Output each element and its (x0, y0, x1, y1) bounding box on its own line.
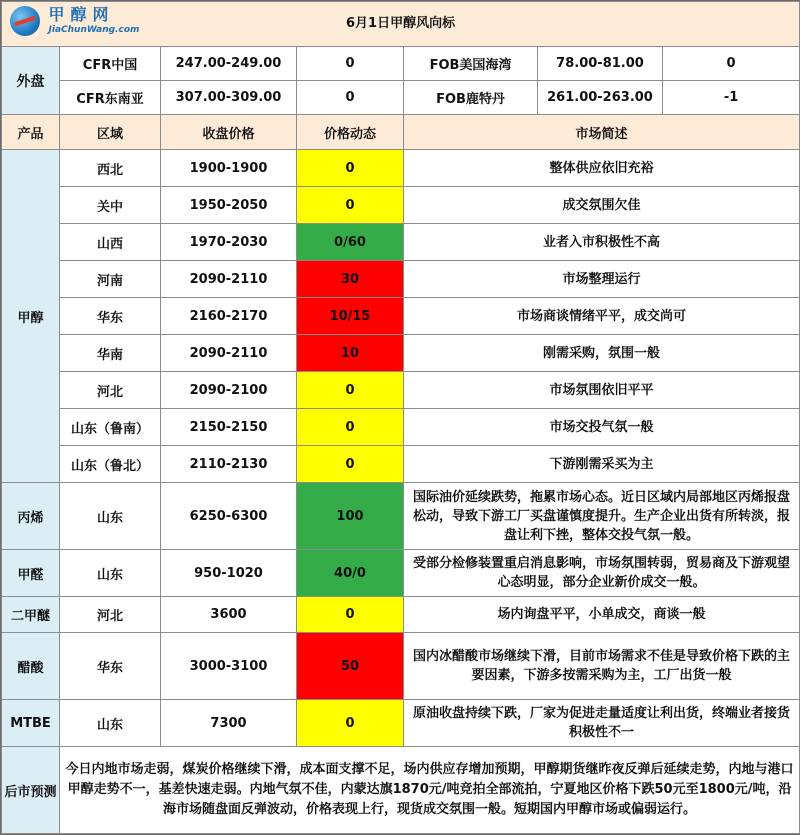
external-left-name: CFR东南亚 (60, 81, 161, 115)
region-cell: 华南 (60, 335, 161, 372)
table-row (2, 261, 800, 298)
change-cell: 0 (297, 700, 404, 747)
table-row (2, 187, 800, 224)
change-cell: 40/0 (297, 550, 404, 597)
summary-cell: 下游刚需采买为主 (404, 446, 800, 483)
page-title: 6月1日甲醇风向标 (345, 16, 456, 31)
region-cell: 山东 (60, 700, 161, 747)
change-cell: 10/15 (297, 298, 404, 335)
summary-cell: 原油收盘持续下跌，厂家为促进走量适度让利出货，终端业者接货积极性不一 (404, 700, 800, 747)
region-cell: 河北 (60, 372, 161, 409)
region-cell: 山东（鲁南） (60, 409, 161, 446)
region-cell: 山西 (60, 224, 161, 261)
external-left-price: 307.00-309.00 (161, 81, 297, 115)
table-row (2, 700, 800, 747)
price-cell: 2090-2110 (161, 261, 297, 298)
header-price-change: 价格动态 (297, 115, 404, 150)
header-product: 产品 (2, 115, 60, 150)
logo-name-en: JiaChunWang.com (48, 25, 140, 35)
price-cell: 3000-3100 (161, 633, 297, 700)
table-row (2, 446, 800, 483)
region-cell: 山东 (60, 483, 161, 550)
external-right-price: 261.00-263.00 (538, 81, 663, 115)
external-left-name: CFR中国 (60, 47, 161, 81)
header-region: 区域 (60, 115, 161, 150)
external-right-name: FOB鹿特丹 (404, 81, 538, 115)
region-cell: 华东 (60, 298, 161, 335)
summary-cell: 场内询盘平平，小单成交，商谈一般 (404, 597, 800, 633)
product-methanol: 甲醇 (2, 150, 60, 483)
table-row (2, 483, 800, 550)
change-cell: 0 (297, 409, 404, 446)
external-left-change: 0 (297, 47, 404, 81)
summary-cell: 成交氛围欠佳 (404, 187, 800, 224)
summary-cell: 国内冰醋酸市场继续下滑，目前市场需求不佳是导致价格下跌的主要因素，下游多按需采购为主，工厂出货一般 (404, 633, 800, 700)
price-cell: 2090-2110 (161, 335, 297, 372)
table-row (2, 372, 800, 409)
product-cell: MTBE (2, 700, 60, 747)
price-cell: 950-1020 (161, 550, 297, 597)
product-cell: 醋酸 (2, 633, 60, 700)
forecast-row (2, 747, 800, 834)
price-cell: 2090-2100 (161, 372, 297, 409)
change-cell: 50 (297, 633, 404, 700)
region-cell: 华东 (60, 633, 161, 700)
header-row (2, 115, 800, 150)
external-row (2, 81, 800, 115)
region-cell: 西北 (60, 150, 161, 187)
header-close-price: 收盘价格 (161, 115, 297, 150)
table-row (2, 409, 800, 446)
price-cell: 6250-6300 (161, 483, 297, 550)
region-cell: 山东（鲁北） (60, 446, 161, 483)
price-cell: 1950-2050 (161, 187, 297, 224)
price-cell: 3600 (161, 597, 297, 633)
price-cell: 2160-2170 (161, 298, 297, 335)
title-row (2, 2, 800, 47)
change-cell: 0 (297, 150, 404, 187)
table-row (2, 633, 800, 700)
table-row (2, 224, 800, 261)
table-row (2, 150, 800, 187)
summary-cell: 刚需采购，氛围一般 (404, 335, 800, 372)
summary-cell: 业者入市积极性不高 (404, 224, 800, 261)
jiachunwang-logo[interactable] (10, 6, 139, 42)
summary-cell: 市场商谈情绪平平，成交尚可 (404, 298, 800, 335)
external-right-change: -1 (663, 81, 800, 115)
forecast-text: 今日内地市场走弱，煤炭价格继续下滑，成本面支撑不足，场内供应存增加预期，甲醇期货继昨夜反弹后延续走势，内地与港口甲醇走势不一，基差快速走弱。内地气氛不佳，内蒙达旗1870元/吨竞拍全部流拍，宁夏地区价格下跌50元至1800元/吨，沿海市场随盘面反弹波动，价格表现上行，现货成交氛围一般。短期国内甲醇市场或偏弱运行。 (60, 747, 800, 834)
table-row (2, 335, 800, 372)
price-cell: 2110-2130 (161, 446, 297, 483)
header-summary: 市场简述 (404, 115, 800, 150)
price-cell: 1970-2030 (161, 224, 297, 261)
summary-cell: 市场交投气氛一般 (404, 409, 800, 446)
product-cell: 二甲醚 (2, 597, 60, 633)
price-cell: 1900-1900 (161, 150, 297, 187)
summary-cell: 受部分检修装置重启消息影响，市场氛围转弱，贸易商及下游观望心态明显，部分企业新价成交一般。 (404, 550, 800, 597)
change-cell: 0 (297, 597, 404, 633)
change-cell: 30 (297, 261, 404, 298)
change-cell: 0 (297, 187, 404, 224)
table-row (2, 550, 800, 597)
table-row (2, 597, 800, 633)
price-cell: 2150-2150 (161, 409, 297, 446)
summary-cell: 国际油价延续跌势，拖累市场心态。近日区域内局部地区丙烯报盘松动，导致下游工厂买盘谨慎度提升。生产企业出货有所转淡，报盘让利下挫，整体交投气氛一般。 (404, 483, 800, 550)
globe-icon (10, 6, 40, 36)
change-cell: 0 (297, 372, 404, 409)
region-cell: 山东 (60, 550, 161, 597)
product-cell: 甲醛 (2, 550, 60, 597)
external-row (2, 47, 800, 81)
logo-name-cn: 甲醇网 (48, 5, 115, 24)
region-cell: 关中 (60, 187, 161, 224)
product-cell: 丙烯 (2, 483, 60, 550)
summary-cell: 市场氛围依旧平平 (404, 372, 800, 409)
external-left-price: 247.00-249.00 (161, 47, 297, 81)
change-cell: 0/60 (297, 224, 404, 261)
summary-cell: 整体供应依旧充裕 (404, 150, 800, 187)
region-cell: 河北 (60, 597, 161, 633)
external-right-price: 78.00-81.00 (538, 47, 663, 81)
table-row (2, 298, 800, 335)
external-label: 外盘 (2, 47, 60, 115)
indicator-table (1, 1, 800, 834)
region-cell: 河南 (60, 261, 161, 298)
external-right-name: FOB美国海湾 (404, 47, 538, 81)
change-cell: 100 (297, 483, 404, 550)
external-left-change: 0 (297, 81, 404, 115)
forecast-label: 后市预测 (2, 747, 60, 834)
price-cell: 7300 (161, 700, 297, 747)
change-cell: 10 (297, 335, 404, 372)
change-cell: 0 (297, 446, 404, 483)
summary-cell: 市场整理运行 (404, 261, 800, 298)
external-right-change: 0 (663, 47, 800, 81)
